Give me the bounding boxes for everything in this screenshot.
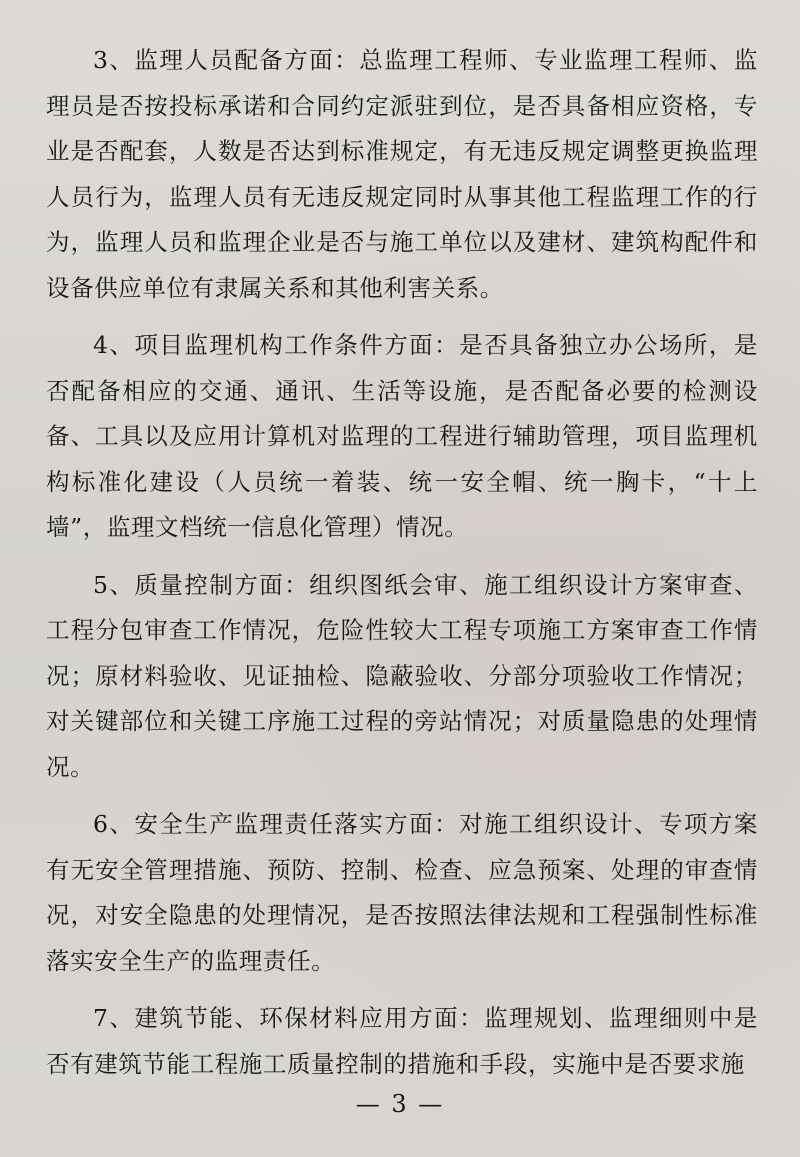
paragraph-quality-control: 5、质量控制方面：组织图纸会审、施工组织设计方案审查、工程分包审查工作情况，危险性较大工程专项施工方案审查工作情况；原材料验收、见证抽检、隐蔽验收、分部分项验收工作情况；对关键部位和关键工序施工过程的旁站情况；对质量隐患的处理情况。 — [46, 570, 758, 781]
paragraph-working-conditions: 4、项目监理机构工作条件方面：是否具备独立办公场所，是否配备相应的交通、通讯、生活等设施，是否配备必要的检测设备、工具以及应用计算机对监理的工程进行辅助管理，项目监理机构标准化建设（人员统一着装、统一安全帽、统一胸卡，“十上墙”，监理文档统一信息化管理）情况。 — [46, 331, 758, 541]
page-number: — 3 — — [355, 1090, 445, 1118]
paragraph-safety-supervision: 6、安全生产监理责任落实方面：对施工组织设计、专项方案有无安全管理措施、预防、控制、检查、应急预案、处理的审查情况，对安全隐患的处理情况，是否按照法律法规和工程强制性标准落实安全生产的监理责任。 — [46, 810, 758, 975]
paragraph-energy-saving: 7、建筑节能、环保材料应用方面：监理规划、监理细则中是否有建筑节能工程施工质量控制的措施和手段，实施中是否要求施 — [46, 1004, 758, 1078]
document-body — [46, 38, 758, 1087]
paragraph-staffing: 3、监理人员配备方面：总监理工程师、专业监理工程师、监理员是否按投标承诺和合同约定派驻到位，是否具备相应资格，专业是否配套，人数是否达到标准规定，有无违反规定调整更换监理人员行为，监理人员有无违反规定同时从事其他工程监理工作的行为，监理人员和监理企业是否与施工单位以及建材、建筑构配件和设备供应单位有隶属关系和其他利害关系。 — [46, 46, 758, 302]
